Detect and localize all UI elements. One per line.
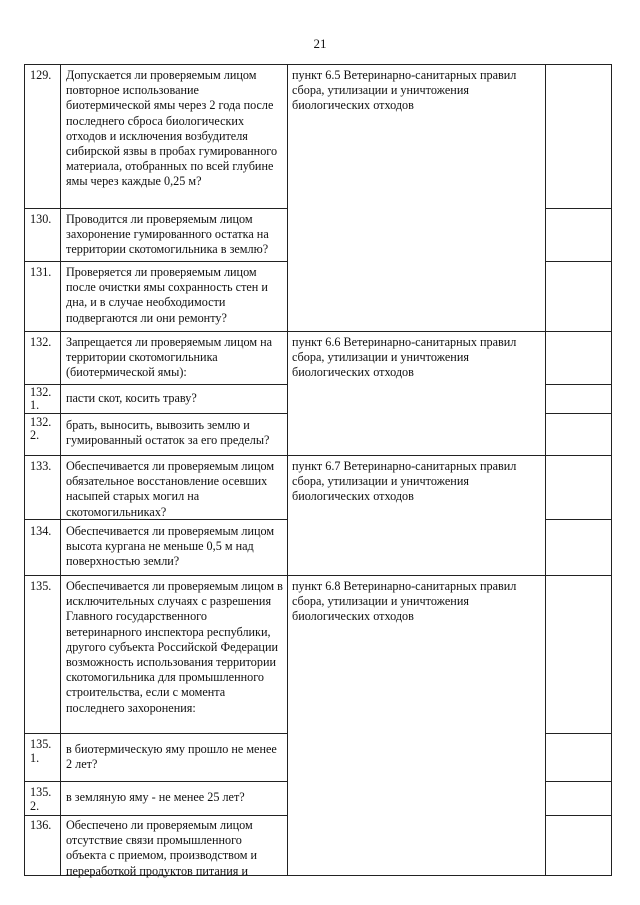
last-col-divider [545,455,612,456]
table-vline-num [60,64,61,876]
row-question: Проводится ли проверяемым лицом захоронение гумированного остатка на территории скотомогильника в землю? [66,212,269,257]
row-question: брать, выносить, вывозить землю и гумированный остаток за его пределы? [66,418,270,448]
reference-line: пункт 6.5 Ветеринарно-санитарных правил [292,68,517,82]
row-divider [24,815,288,816]
row-question: Допускается ли проверяемым лицом повторное использование биотермической ямы через 2 года после последнего сброса биологических отходов и исключения возбудителя сибирской язвы в пробах гумированного материала, отобранных по всей глубине ямы через каждые 0,25 м? [66,68,278,189]
row-number: 129. [30,68,52,82]
reference-line: биологических отходов [292,365,414,380]
row-divider [24,261,288,262]
last-col-divider [545,413,612,414]
row-question: Обеспечено ли проверяемым лицом отсутствие связи промышленного объекта с приемом, производством и переработкой продуктов питания и [66,818,257,878]
row-question: в биотермическую яму прошло не менее 2 лет? [66,742,277,772]
row-divider [24,455,288,456]
row-number: 132. 2. [30,416,52,442]
row-divider [24,733,288,734]
reference-line: сбора, утилизации и уничтожения [292,594,469,609]
reference-line: сбора, утилизации и уничтожения [292,83,469,98]
row-question: Обеспечивается ли проверяемым лицом в исключительных случаях с разрешения Главного государственного ветеринарного инспектора республики, другого субъекта Российской Федерации возможность использования территории скотомогильника для промышленного строительства, если с момента последнего захоронения: [66,579,283,715]
last-col-divider [545,261,612,262]
reference-line: биологических отходов [292,609,414,624]
row-question: пасти скот, косить траву? [66,391,197,405]
ref-divider [287,575,546,576]
table-vline-left [24,64,25,876]
reference-line: пункт 6.8 Ветеринарно-санитарных правил [292,579,517,593]
row-number: 133. [30,459,52,473]
last-col-divider [545,519,612,520]
row-number: 135. 1. [30,737,52,765]
table-vline-ref [545,64,546,876]
table-vline-right [611,64,612,876]
row-divider [24,208,288,209]
row-question: Проверяется ли проверяемым лицом после очистки ямы сохранность стен и дна, и в случае необходимости подвергаются ли они ремонту? [66,265,268,325]
row-divider [24,331,288,332]
reference-line: биологических отходов [292,98,414,113]
reference-line: пункт 6.7 Ветеринарно-санитарных правил [292,459,517,473]
table-border-top [24,64,612,65]
reference-line: биологических отходов [292,489,414,504]
last-col-divider [545,208,612,209]
last-col-divider [545,781,612,782]
row-number: 132. [30,335,52,349]
legal-reference [292,459,540,505]
last-col-divider [545,815,612,816]
ref-divider [287,331,546,332]
row-question: Запрещается ли проверяемым лицом на территории скотомогильника (биотермической ямы): [66,335,273,380]
last-col-divider [545,733,612,734]
row-divider [24,781,288,782]
row-number: 132. 1. [30,386,52,412]
row-divider [24,413,288,414]
row-number: 135. [30,579,52,593]
row-number: 131. [30,265,52,279]
row-number: 135. 2. [30,785,52,813]
reference-line: сбора, утилизации и уничтожения [292,350,469,365]
row-question: в земляную яму - не менее 25 лет? [66,790,245,804]
legal-reference [292,68,540,114]
legal-reference [292,335,540,381]
row-question: Обеспечивается ли проверяемым лицом высота кургана не меньше 0,5 м над поверхностью земли? [66,524,275,569]
reference-line: сбора, утилизации и уничтожения [292,474,469,489]
row-number: 130. [30,212,52,226]
legal-reference [292,579,540,625]
row-number: 134. [30,524,52,538]
page-number: 21 [313,36,327,51]
row-question: Обеспечивается ли проверяемым лицом обязательное восстановление осевших насыпей старых могил на скотомогильниках? [66,459,275,519]
last-col-divider [545,384,612,385]
last-col-divider [545,575,612,576]
ref-divider [287,455,546,456]
table-vline-question [287,64,288,876]
row-number: 136. [30,818,52,832]
row-divider [24,575,288,576]
last-col-divider [545,331,612,332]
reference-line: пункт 6.6 Ветеринарно-санитарных правил [292,335,517,349]
row-divider [24,384,288,385]
